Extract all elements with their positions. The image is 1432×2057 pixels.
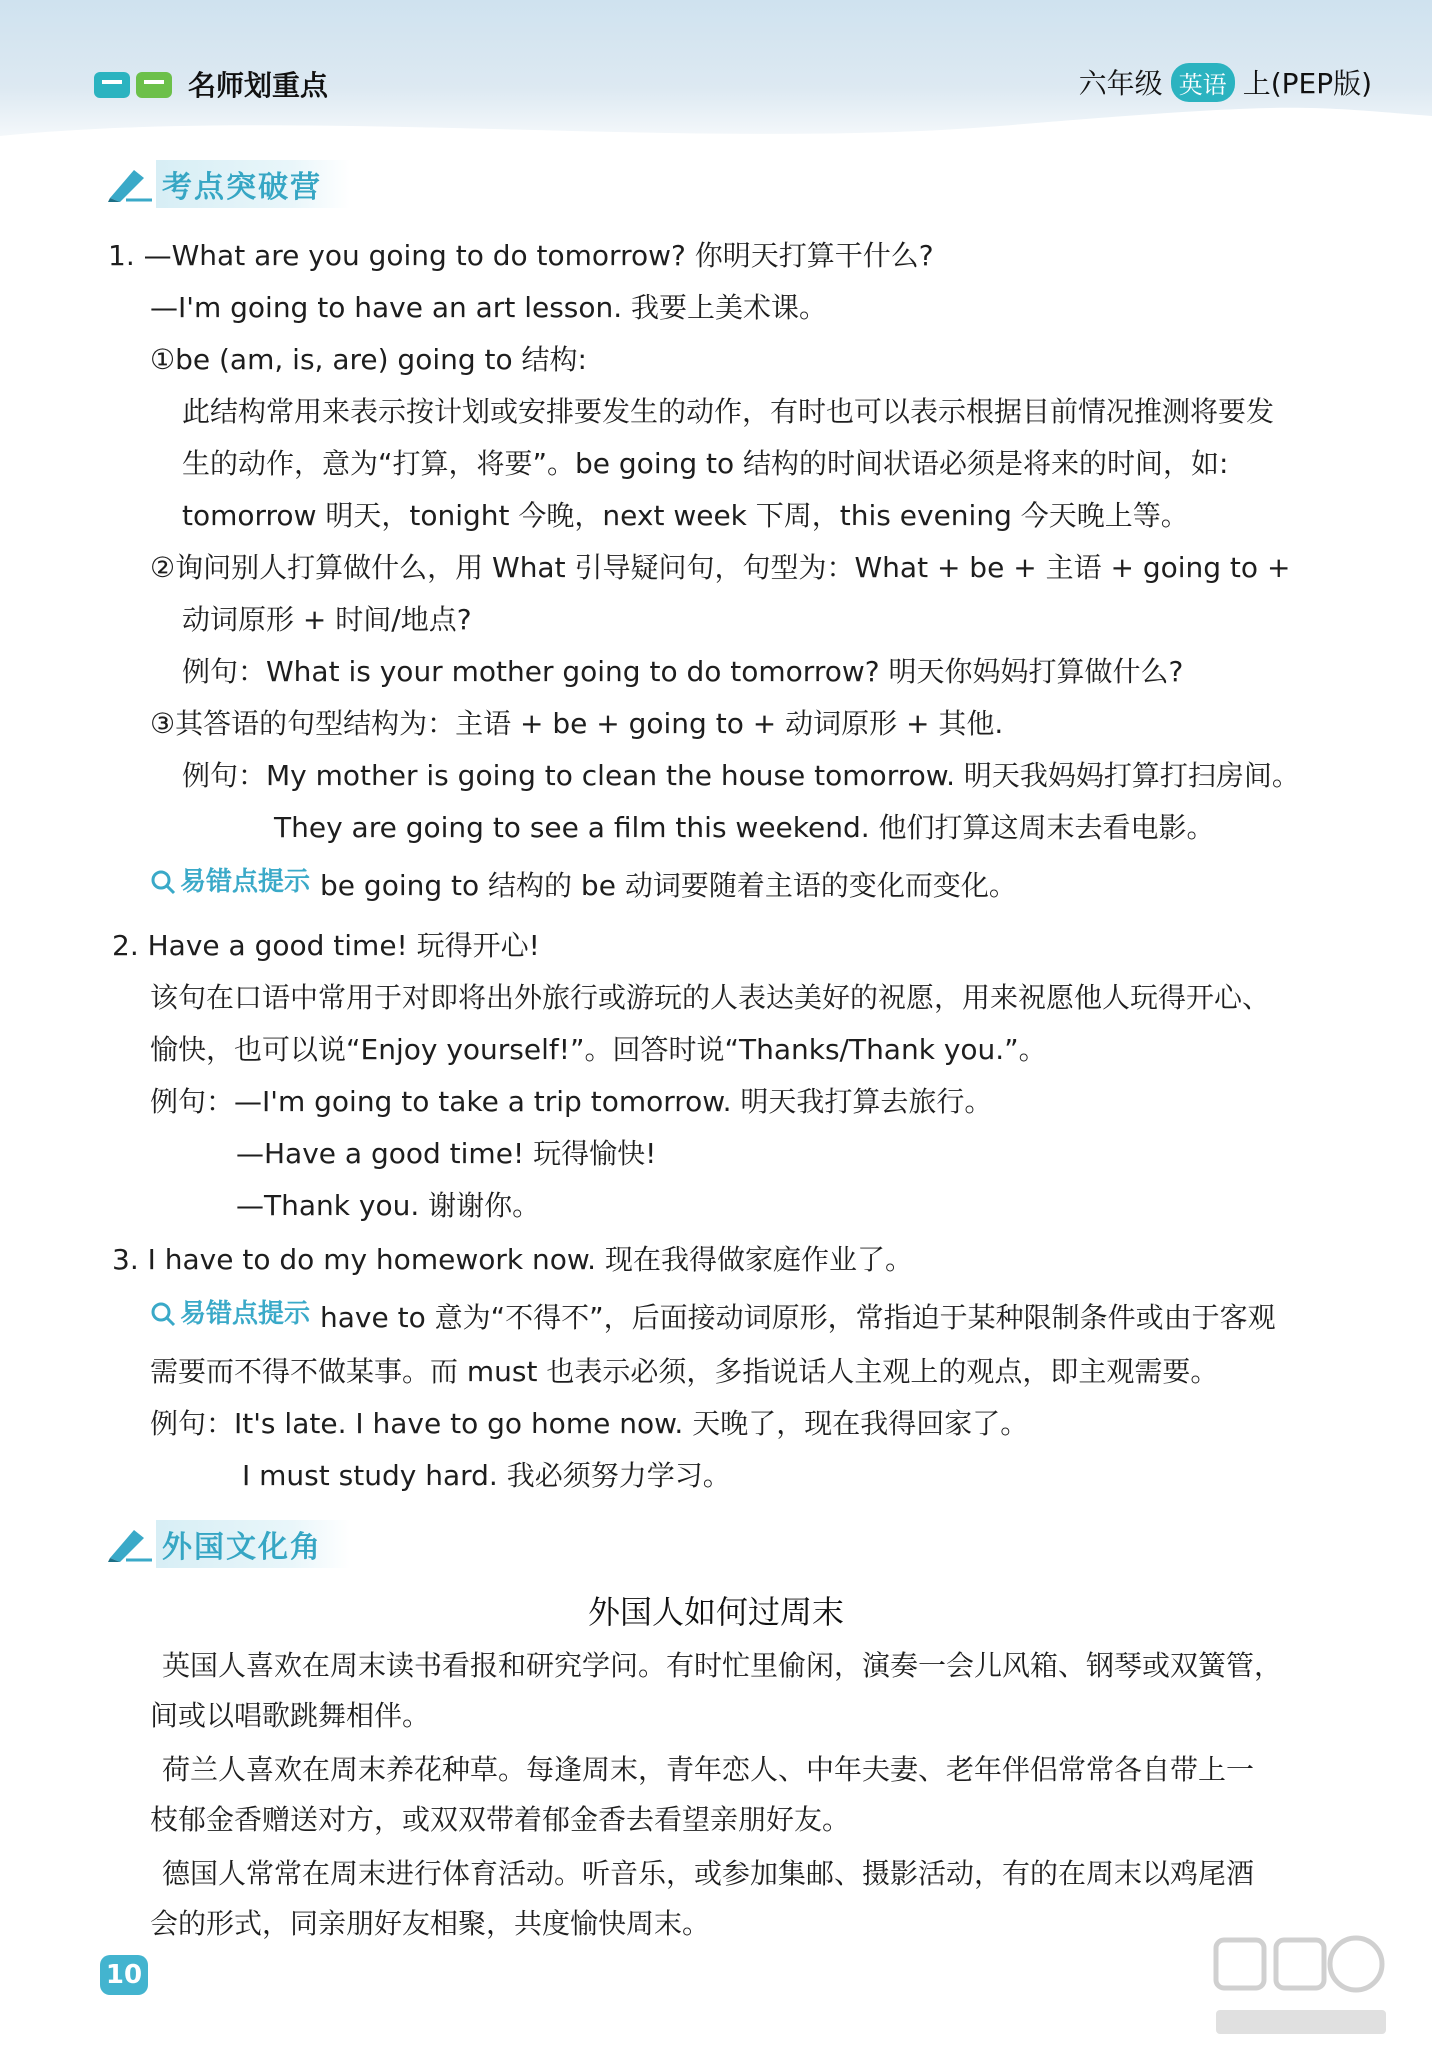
culture-line: 德国人常常在周末进行体育活动。听音乐，或参加集邮、摄影活动，有的在周末以鸡尾酒 bbox=[162, 1857, 1255, 1890]
text-line: 动词原形 + 时间/地点? bbox=[182, 603, 472, 636]
brand bbox=[92, 64, 328, 104]
text-line: 该句在口语中常用于对即将出外旅行或游玩的人表达美好的祝愿，用来祝愿他人玩得开心、 bbox=[150, 981, 1271, 1014]
magnifier-icon bbox=[150, 1301, 176, 1327]
tip-tag bbox=[150, 862, 310, 902]
text-line: tomorrow 明天，tonight 今晚，next week 下周，this evening 今天晚上等。 bbox=[182, 499, 1189, 532]
text-line: ①be (am, is, are) going to 结构: bbox=[150, 343, 587, 376]
culture-line: 间或以唱歌跳舞相伴。 bbox=[150, 1699, 431, 1732]
text-line: —Thank you. 谢谢你。 bbox=[236, 1189, 541, 1222]
text-line: 此结构常用来表示按计划或安排要发生的动作，有时也可以表示根据目前情况推测将要发 bbox=[182, 395, 1275, 428]
section-key-points bbox=[104, 160, 350, 208]
tip-text: be going to 结构的 be 动词要随着主语的变化而变化。 bbox=[320, 869, 1017, 902]
pen-icon bbox=[104, 1524, 156, 1564]
subject-badge: 英语 bbox=[1171, 63, 1235, 102]
text-line: ②询问别人打算做什么，用 What 引导疑问句，句型为：What + be + 主语 + going to + bbox=[150, 551, 1291, 584]
grade-label: 六年级 bbox=[1078, 67, 1163, 100]
text-line: They are going to see a film this weekend. 他们打算这周末去看电影。 bbox=[274, 811, 1215, 844]
text-line: 需要而不得不做某事。而 must 也表示必须，多指说话人主观上的观点，即主观需要。 bbox=[150, 1355, 1219, 1388]
watermark-logo bbox=[1206, 1930, 1396, 2050]
text-line: 例句：My mother is going to clean the house tomorrow. 明天我妈妈打算打扫房间。 bbox=[182, 759, 1300, 792]
section-title-culture: 外国文化角 bbox=[156, 1520, 350, 1568]
brand-logo-icon bbox=[92, 66, 178, 102]
pen-icon bbox=[104, 164, 156, 204]
culture-line: 荷兰人喜欢在周末养花种草。每逢周末，青年恋人、中年夫妻、老年伴侣常常各自带上一 bbox=[162, 1753, 1255, 1786]
tip-line bbox=[150, 1294, 1276, 1338]
grade-info bbox=[1079, 62, 1372, 102]
culture-line: 枝郁金香赠送对方，或双双带着郁金香去看望亲朋好友。 bbox=[150, 1803, 851, 1836]
text-line: 例句：—I'm going to take a trip tomorrow. 明天我打算去旅行。 bbox=[150, 1085, 993, 1118]
text-line: 生的动作，意为“打算，将要”。be going to 结构的时间状语必须是将来的时间，如: bbox=[182, 447, 1229, 480]
culture-heading: 外国人如何过周末 bbox=[587, 1593, 844, 1631]
tip-line bbox=[150, 862, 1017, 906]
text-line: 例句：What is your mother going to do tomorrow? 明天你妈妈打算做什么? bbox=[182, 655, 1184, 688]
text-line: ③其答语的句型结构为：主语 + be + going to + 动词原形 + 其他. bbox=[150, 707, 1004, 740]
edition-label: 上(PEP版) bbox=[1242, 67, 1372, 100]
text-line: 3. I have to do my homework now. 现在我得做家庭作业了。 bbox=[112, 1243, 913, 1276]
section-title-key-points: 考点突破营 bbox=[156, 160, 350, 208]
text-line: I must study hard. 我必须努力学习。 bbox=[242, 1459, 731, 1492]
text-line: 2. Have a good time! 玩得开心! bbox=[112, 929, 540, 962]
text-line: 1. —What are you going to do tomorrow? 你明天打算干什么? bbox=[108, 239, 934, 272]
section-culture bbox=[104, 1520, 350, 1568]
text-line: 愉快，也可以说“Enjoy yourself!”。回答时说“Thanks/Thank you.”。 bbox=[150, 1033, 1047, 1066]
tip-label: 易错点提示 bbox=[180, 1299, 311, 1329]
header-wave-decoration bbox=[0, 96, 1432, 166]
tip-text: have to 意为“不得不”，后面接动词原形，常指迫于某种限制条件或由于客观 bbox=[320, 1301, 1276, 1334]
page-number: 10 bbox=[100, 1955, 148, 1995]
culture-line: 英国人喜欢在周末读书看报和研究学问。有时忙里偷闲，演奏一会儿风箱、钢琴或双簧管， bbox=[162, 1649, 1283, 1682]
culture-line: 会的形式，同亲朋好友相聚，共度愉快周末。 bbox=[150, 1907, 711, 1940]
text-line: —I'm going to have an art lesson. 我要上美术课。 bbox=[150, 291, 828, 324]
magnifier-icon bbox=[150, 869, 176, 895]
text-line: 例句：It's late. I have to go home now. 天晚了，现在我得回家了。 bbox=[150, 1407, 1029, 1440]
text-line: —Have a good time! 玩得愉快! bbox=[236, 1137, 657, 1170]
tip-label: 易错点提示 bbox=[180, 867, 311, 897]
brand-name: 名师划重点 bbox=[188, 69, 329, 102]
tip-tag bbox=[150, 1294, 310, 1334]
